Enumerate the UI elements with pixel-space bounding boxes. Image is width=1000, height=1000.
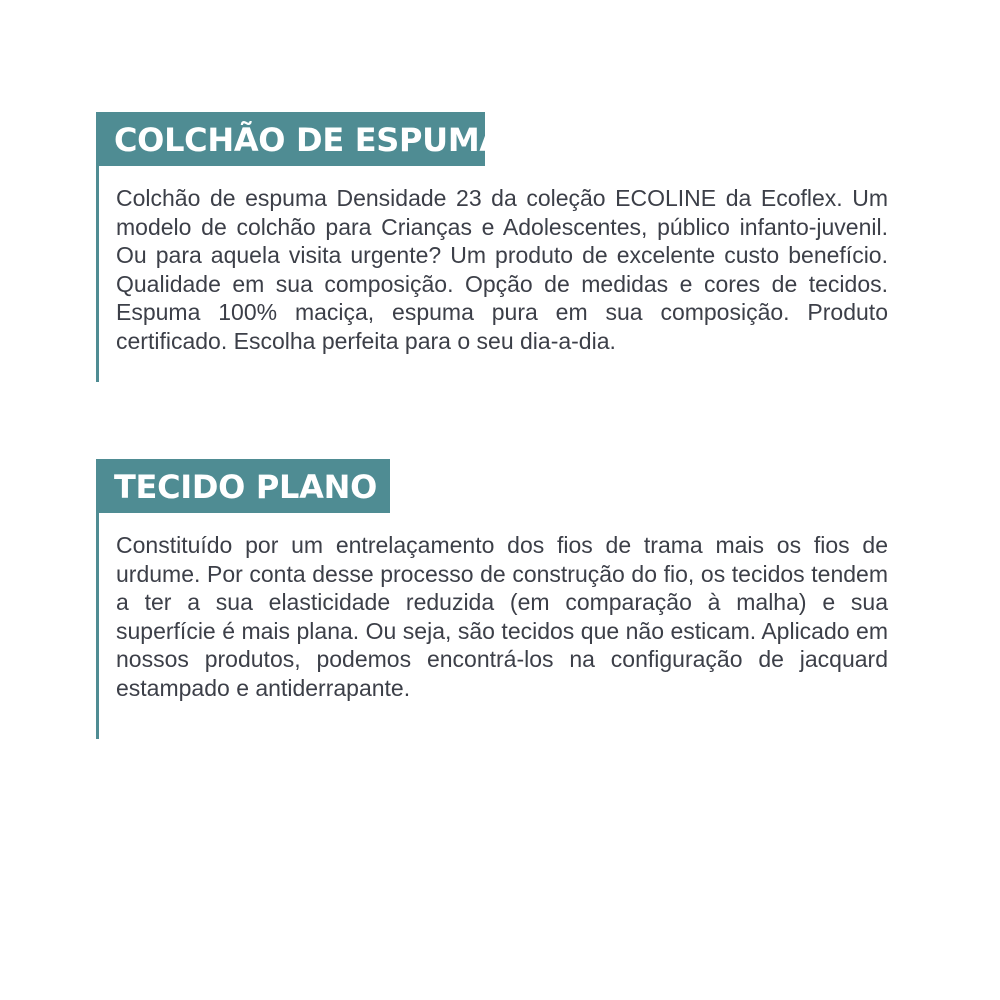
section-tecido-plano — [96, 459, 888, 703]
section-description: Constituído por um entrelaçamento dos fios de trama mais os fios de urdume. Por conta desse processo de construção do fio, os tecidos tendem a ter a sua elasticidade reduzida (em comparação à malha) e sua superfície é mais plana. Ou seja, são tecidos que não esticam. Aplicado em nossos produtos, podemos encontrá-los na configuração de jacquard estampado e antiderrapante. — [116, 532, 888, 701]
section-description: Colchão de espuma Densidade 23 da coleção ECOLINE da Ecoflex. Um modelo de colchão para Crianças e Adolescentes, público infanto-juvenil. Ou para aquela visita urgente? Um produto de excelente custo benefício. Qualidade em sua composição. Opção de medidas e cores de tecidos. Espuma 100% maciça, espuma pura em sua composição. Produto certificado. Escolha perfeita para o seu dia-a-dia. — [116, 185, 888, 354]
section-title: COLCHÃO DE ESPUMA — [96, 112, 485, 166]
section-body — [96, 513, 888, 703]
accent-rule — [96, 513, 99, 739]
section-title: TECIDO PLANO — [96, 459, 390, 513]
section-colchao-de-espuma — [96, 112, 888, 356]
section-body — [96, 166, 888, 356]
accent-rule — [96, 166, 99, 382]
